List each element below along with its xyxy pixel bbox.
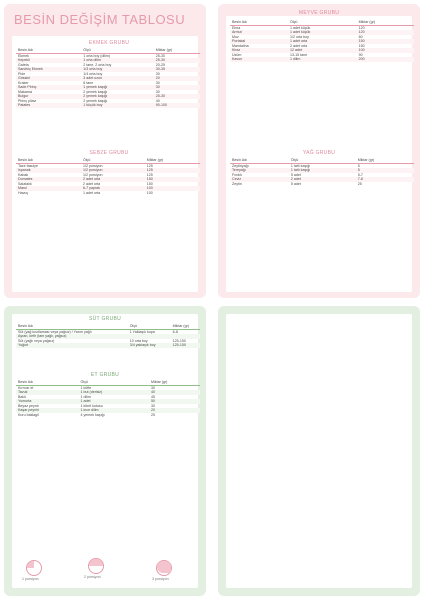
cell-food: Süt (yağ kısıtlaması veya yağsız) / Yarım yağlı: [18, 329, 92, 334]
cell-kcal: 30: [155, 80, 160, 85]
cell-food: Armut: [230, 30, 288, 35]
cell-kcal: 20-25: [155, 62, 165, 67]
cell-kcal: 20: [149, 408, 200, 413]
col-amount: Ölçü: [79, 380, 149, 385]
cell-kcal: 25-30: [154, 94, 200, 99]
cell-amount: 6-7 yaprak: [81, 186, 145, 191]
col-kcal: Miktar (gr): [149, 380, 200, 385]
cell-kcal: 5: [357, 163, 360, 168]
cell-kcal: 125: [145, 168, 200, 173]
cell-amount: 5 adet: [290, 181, 301, 186]
table-row: [230, 57, 414, 62]
cell-food: Tereyağı: [230, 168, 289, 173]
cell-food: Marul: [16, 186, 81, 191]
cell-food: Üzüm: [232, 52, 242, 57]
cell-food: Sade Pirinç: [16, 85, 81, 90]
cell-food: Bulgur: [16, 94, 81, 99]
cell-amount: 10 orta boy: [129, 338, 148, 343]
col-amount: Ölçü: [128, 324, 171, 329]
cell-kcal: 40: [155, 98, 160, 103]
cell-kcal: 150: [145, 177, 200, 182]
legend-1-porsiyon: 1 porsiyon: [22, 577, 39, 581]
cell-food: Mandalina: [232, 43, 249, 48]
col-kcal: Miktar (gr): [154, 48, 200, 53]
cell-food: Kavun: [230, 57, 288, 62]
cell-kcal: 5-7: [357, 172, 363, 177]
cell-food: Ceviz: [230, 177, 289, 182]
cell-food: Tavuk: [16, 390, 79, 395]
cell-amount: 2 yemek kaşığı: [83, 89, 108, 94]
cell-food: Taze fasulye: [18, 163, 38, 168]
page-bottom-right: [218, 306, 420, 596]
col-food: Besin Adı: [16, 48, 81, 53]
cell-kcal: 30: [151, 385, 155, 390]
cell-food: Zeytin: [232, 181, 242, 186]
cell-food: Balık: [18, 394, 26, 399]
col-food: Besin Adı: [16, 380, 79, 385]
cell-amount: 2 adet orta: [289, 43, 308, 48]
col-food: Besin Adı: [16, 158, 81, 163]
page-content: [226, 314, 412, 588]
cell-kcal: 5: [356, 168, 414, 173]
cell-amount: 13-15 tane: [289, 52, 308, 57]
cell-kcal: 125: [146, 172, 153, 177]
cell-kcal: 90: [358, 52, 363, 57]
cell-kcal: 125: [146, 163, 153, 168]
cell-amount: 12 adet: [288, 48, 357, 53]
cell-food: Beyaz peynir: [18, 403, 39, 408]
cell-kcal: 30: [155, 89, 160, 94]
col-amount: Ölçü: [81, 158, 145, 163]
cell-amount: 1 adet orta: [82, 190, 101, 195]
cell-food: Yumurta: [16, 399, 79, 404]
cell-food: Havuç: [18, 190, 29, 195]
col-food: Besin Adı: [230, 20, 288, 25]
cell-food: Kepekli: [16, 58, 81, 63]
cell-kcal: 30-35: [154, 67, 200, 72]
cell-food: Kiraz: [230, 48, 288, 53]
section-title-ekmek: EKMEK GRUBU: [88, 40, 130, 46]
cell-amount: 1 but (derisiz): [79, 390, 149, 395]
cell-food: Kabak: [18, 172, 29, 177]
cell-kcal: 30: [155, 71, 160, 76]
cell-kcal: 45: [151, 394, 155, 399]
section-title-sebze: SEBZE GRUBU: [89, 150, 129, 156]
cell-amount: 1 Yaklaşık kupa: [129, 329, 155, 334]
cell-amount: 1 adet küçük: [289, 25, 311, 30]
cell-food: Domates: [16, 177, 81, 182]
cell-amount: 1 küçük boy: [81, 103, 154, 108]
table-yag: [230, 158, 414, 186]
cell-amount: 1 adet küçük: [288, 30, 357, 35]
cell-amount: 1 kibrit kutusu: [80, 403, 103, 408]
cell-kcal: 7-8: [356, 177, 414, 182]
cell-amount: 2 adet: [289, 177, 356, 182]
cell-amount: 3/4 yaklaşık boy: [128, 343, 171, 348]
cell-amount: 2 adet orta: [82, 181, 101, 186]
cell-kcal: 125-150: [171, 343, 200, 348]
col-food: Besin Adı: [16, 324, 128, 329]
table-meyve: [230, 20, 414, 62]
cell-kcal: 25: [357, 181, 362, 186]
cell-kcal: 20: [154, 76, 200, 81]
table-row: [16, 343, 200, 348]
cell-kcal: 25-30: [155, 53, 165, 58]
cell-kcal: 25-30: [154, 58, 200, 63]
cell-amount: 1/2 porsiyon: [82, 172, 103, 177]
cell-food: Pide: [18, 71, 26, 76]
cell-food: Portakal: [230, 39, 288, 44]
cell-amount: 6 tane: [83, 80, 94, 85]
cell-kcal: 100: [146, 190, 153, 195]
cell-food: Patates: [16, 103, 81, 108]
cell-food: Fındık: [232, 172, 242, 177]
cell-kcal: 25: [151, 412, 155, 417]
col-kcal: Miktar (gr): [145, 158, 200, 163]
cell-amount: 1/3 orta boy: [81, 67, 154, 72]
cell-kcal: 30: [154, 85, 200, 90]
table-sut: [16, 324, 200, 348]
cell-amount: 4 yemek kaşığı: [80, 412, 105, 417]
col-kcal: Miktar (gr): [171, 324, 200, 329]
col-amount: Ölçü: [81, 48, 154, 53]
cell-amount: 1 adet orta: [288, 39, 357, 44]
cell-amount: 1/2 porsiyon: [81, 168, 145, 173]
cell-food: Salatalık: [18, 181, 32, 186]
cell-food: Kaşar peyniri: [16, 408, 79, 413]
col-amount: Ölçü: [289, 158, 356, 163]
col-amount: Ölçü: [288, 20, 357, 25]
cell-amount: 2 adet orta: [81, 177, 145, 182]
cell-amount: 2 yemek kaşığı: [83, 98, 108, 103]
col-kcal: Miktar (gr): [357, 20, 414, 25]
cell-food: Makarna: [18, 89, 32, 94]
cell-kcal: 60: [358, 34, 363, 39]
plate-quarter-icon: [157, 561, 171, 573]
cell-food: Pirinç pilavı: [18, 98, 37, 103]
cell-food: Kraker: [18, 80, 29, 85]
cell-food: Elma: [232, 25, 241, 30]
cell-food: Zeytinyağı: [232, 163, 249, 168]
table-et: [16, 380, 200, 417]
table-row: [16, 191, 200, 196]
cell-amount: 1 dilim: [80, 394, 91, 399]
cell-food: Muz: [232, 34, 239, 39]
cell-kcal: 200: [357, 57, 414, 62]
table-sebze: [16, 158, 200, 195]
legend-2-porsiyon: 2 porsiyon: [84, 575, 101, 579]
cell-kcal: 125-150: [172, 338, 186, 343]
cell-amount: 1 köfte: [80, 385, 92, 390]
cell-amount: 1 orta dilim: [81, 58, 154, 63]
cell-amount: 5 adet: [290, 172, 301, 177]
cell-food: Süt (yağlı veya yağsız): [18, 338, 55, 343]
table-row: [16, 413, 200, 418]
cell-amount: 1 ince dilim: [79, 408, 149, 413]
cell-food: Sandviç Ekmek: [16, 67, 81, 72]
cell-food: Kuru baklagil: [18, 412, 39, 417]
cell-food: Kırmızı et: [18, 385, 34, 390]
section-title-et: ET GRUBU: [90, 372, 120, 378]
cell-amount: 1 orta boy (dilim): [83, 53, 111, 58]
cell-kcal: 150: [358, 43, 365, 48]
legend-3-porsiyon: 3 porsiyon: [152, 577, 169, 581]
cell-amount: 1 yemek kaşığı: [81, 85, 154, 90]
cell-food: Grissini: [16, 76, 81, 81]
section-title-meyve: MEYVE GRUBU: [298, 10, 340, 16]
page-bottom-left: [4, 306, 206, 596]
cell-amount: 1 tatlı kaşığı: [289, 168, 356, 173]
table-row: [16, 103, 200, 108]
col-kcal: Miktar (gr): [356, 158, 414, 163]
cell-amount: 1/4 orta boy: [83, 71, 103, 76]
page-title: BESİN DEĞİŞİM TABLOSU: [14, 12, 186, 27]
section-title-yag: YAĞ GRUBU: [302, 150, 336, 156]
cell-kcal: 150: [357, 39, 414, 44]
cell-food: Ayran, kefir (tam yağlı, yağsız): [16, 334, 128, 339]
plate-quarter-icon: [89, 559, 103, 566]
cell-food: Ekmek: [18, 53, 29, 58]
col-food: Besin Adı: [230, 158, 289, 163]
table-ekmek: [16, 48, 200, 108]
page-content: [12, 314, 198, 588]
cell-amount: 2 yemek kaşığı: [81, 94, 154, 99]
cell-kcal: 40: [149, 390, 200, 395]
cell-amount: 3 adet uzun: [81, 76, 154, 81]
cell-kcal: 150: [146, 181, 153, 186]
cell-kcal: 100: [145, 186, 200, 191]
cell-amount: 1/2 porsiyon: [82, 163, 103, 168]
cell-food: Ispanak: [16, 168, 81, 173]
cell-kcal: 6-8: [172, 329, 178, 334]
cell-kcal: 50: [149, 399, 200, 404]
cell-food: Galeta: [18, 62, 29, 67]
cell-kcal: 120: [358, 25, 365, 30]
cell-kcal: 120: [357, 30, 414, 35]
cell-amount: 1/2 orta boy: [289, 34, 309, 39]
cell-kcal: 90-100: [154, 103, 200, 108]
cell-amount: 1 dilim: [288, 57, 357, 62]
cell-amount: 2 tane, 2 orta boy: [83, 62, 112, 67]
table-row: [230, 182, 414, 187]
cell-amount: 1 adet: [79, 399, 149, 404]
cell-kcal: 100: [357, 48, 414, 53]
cell-amount: 1 tatlı kaşığı: [290, 163, 311, 168]
cell-food: Yoğurt: [16, 343, 128, 348]
section-title-sut: SÜT GRUBU: [88, 316, 122, 322]
cell-kcal: 30: [151, 403, 155, 408]
